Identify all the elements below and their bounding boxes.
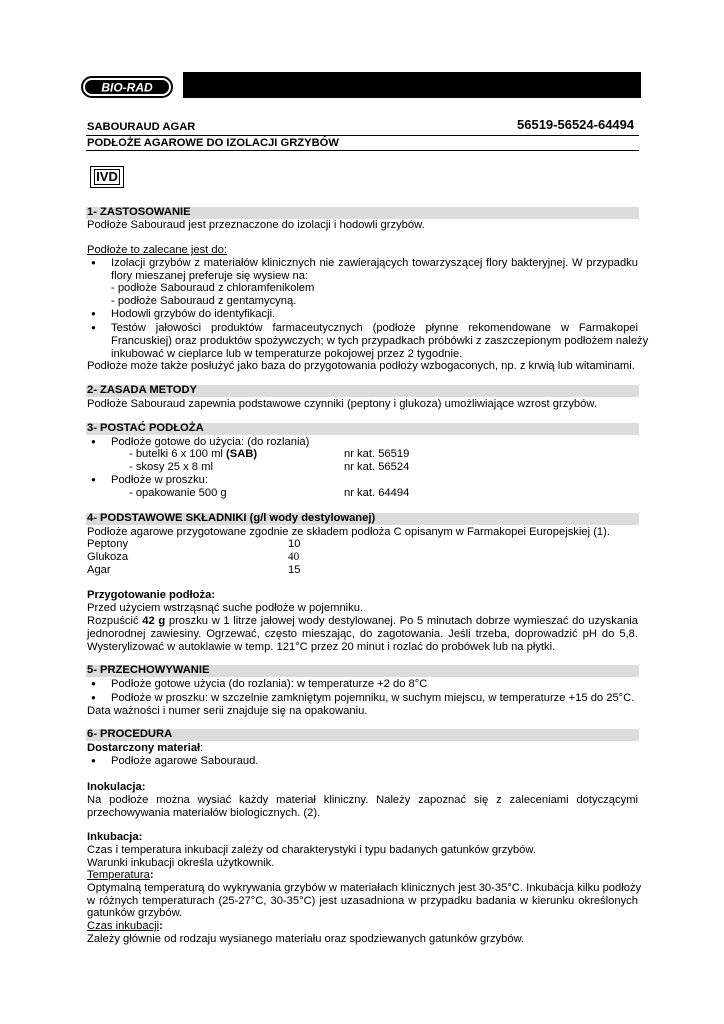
s1-b3-l1: Testów jałowości produktów farmaceutycznych (podłoże płynne rekomendowane w Farmakopei xyxy=(111,322,638,334)
s6-temp-l1: Optymalną temperaturą do wykrywania grzybów w materiałach klinicznych jest 30-35°C. Inkubacja kilku podłoży xyxy=(87,882,642,894)
s1-b2: Hodowli grzybów do identyfikacji. xyxy=(111,308,276,320)
s4-prep-l1: Przed użyciem wstrząsnąć suche podłoże w pojemniku. xyxy=(87,602,364,614)
section-5-header xyxy=(86,665,639,677)
s6-inoc-title: Inokulacja: xyxy=(87,781,146,793)
ivd-label: IVD xyxy=(94,169,120,185)
s2-text: Podłoże Sabouraud zapewnia podstawowe czynniki (peptony i glukoza) umożliwiające wzrost grzybów. xyxy=(87,398,597,410)
s1-b3-l2: Francuskiej) oraz produktów spożywczych; w tych przypadkach próbówki z zaszczepionym podłożem należy xyxy=(111,335,649,347)
section-4-title: 4- PODSTAWOWE SKŁADNIKI (g/l wody destylowanej) xyxy=(87,512,376,524)
section-2-header xyxy=(86,385,639,397)
bullet-icon: ● xyxy=(91,679,96,688)
s6-inoc-l1: Na podłoże można wysiać każdy materiał kliniczny. Należy zapoznać się z zaleceniami dotyczącymi xyxy=(87,794,638,806)
catalog-numbers: 56519-56524-64494 xyxy=(517,117,635,132)
s4-prep-title: Przygotowanie podłoża: xyxy=(87,589,216,601)
bullet-icon: ● xyxy=(91,258,96,267)
s6-incub-l2: Warunki inkubacji określa użytkownik. xyxy=(87,857,275,869)
s1-b1-s2: - podłoże Sabouraud z gentamycyną. xyxy=(111,295,297,307)
s3-item-1: - butelki 6 x 100 ml (SAB) xyxy=(129,448,258,460)
s6-incub-l1: Czas i temperatura inkubacji zależy od charakterystyki i typu badanych gatunków grzybów. xyxy=(87,844,536,856)
product-name: SABOURAUD AGAR xyxy=(87,121,196,133)
bio-rad-logo xyxy=(81,76,173,98)
bullet-icon: ● xyxy=(91,475,96,484)
s6-temp-l3: gatunków grzybów. xyxy=(87,907,183,919)
section-5-title: 5- PRZECHOWYWANIE xyxy=(87,664,210,676)
product-subtitle: PODŁOŻE AGAROWE DO IZOLACJI GRZYBÓW xyxy=(87,137,339,149)
s1-b1-s1: - podłoże Sabouraud z chloramfenikolem xyxy=(111,282,315,294)
s6-supplied-label: Dostarczony materiał: xyxy=(87,742,204,754)
ingredient-value: 40 xyxy=(288,551,300,563)
s3-item-3: - opakowanie 500 g xyxy=(129,487,227,499)
s6-temp-label: Temperatura: xyxy=(87,869,154,881)
s6-inoc-l2: przechowywania materiałów biologicznych. (2). xyxy=(87,807,321,819)
bullet-icon: ● xyxy=(91,437,96,446)
header-bar xyxy=(183,72,641,98)
s3-item-3-nr: nr kat. 64494 xyxy=(344,487,410,499)
s6-time-l1: Zależy głównie od rodzaju wysianego materiału oraz spodziewanych gatunków grzybów. xyxy=(87,933,525,945)
section-6-header xyxy=(86,729,639,741)
s6-temp-l2: w różnych temperaturach (25-27°C, 30-35°C) jest uzasadniona w przypadku badania w kierunku określonych xyxy=(87,895,638,907)
s1-recommended: Podłoże to zalecane jest do: xyxy=(87,244,227,256)
s1-b1-l1: Izolacji grzybów z materiałów klinicznych nie zawierających towarzyszącej flory bakteryjnej. W przypadku xyxy=(111,257,638,269)
s3-b2: Podłoże w proszku: xyxy=(111,474,209,486)
s3-b1: Podłoże gotowe do użycia: (do rozlania) xyxy=(111,436,310,448)
ingredient-name: Agar xyxy=(87,564,111,576)
ingredient-value: 10 xyxy=(288,538,301,550)
bullet-icon: ● xyxy=(91,323,96,332)
s4-prep-l4: Wysterylizować w autoklawie w temp. 121°C przez 20 minut i rozlać do probówek lub na płytki. xyxy=(87,641,556,653)
ingredient-value: 15 xyxy=(288,564,301,576)
bullet-icon: ● xyxy=(91,693,96,702)
section-4-header xyxy=(86,513,639,525)
section-1-header xyxy=(86,207,639,219)
s3-item-2-nr: nr kat. 56524 xyxy=(344,461,410,473)
ivd-symbol xyxy=(90,166,124,188)
section-6-title: 6- PROCEDURA xyxy=(87,728,173,740)
s1-b1-l2: flory mieszanej preferuje się wysiew na: xyxy=(111,270,309,282)
logo-text: BIO-RAD xyxy=(101,80,153,95)
section-3-header xyxy=(86,423,639,435)
ingredient-name: Glukoza xyxy=(87,551,129,563)
ingredient-name: Peptony xyxy=(87,538,129,550)
section-2-title: 2- ZASADA METODY xyxy=(87,384,198,396)
title-rule-top xyxy=(86,135,639,136)
s4-prep-l2: Rozpuścić 42 g proszku w 1 litrze jałowej wody destylowanej. Po 5 minutach dobrze wymieszać do uzyskania xyxy=(87,615,638,627)
s4-prep-l3: jednorodnej zawiesiny. Ogrzewać, często mieszając, do zagotowania. Jeśli trzeba, doprowadzić pH do 5,8. xyxy=(87,628,638,640)
s1-b3-l3: inkubować w cieplarce lub w temperaturze pokojowej przez 2 tygodnie. xyxy=(111,348,463,360)
section-1-title: 1- ZASTOSOWANIE xyxy=(87,206,191,218)
s6-supplied-item: Podłoże agarowe Sabouraud. xyxy=(111,755,259,767)
s3-item-2: - skosy 25 x 8 ml xyxy=(129,461,213,473)
s1-intro: Podłoże Sabouraud jest przeznaczone do izolacji i hodowli grzybów. xyxy=(87,219,425,231)
bullet-icon: ● xyxy=(91,309,96,318)
section-3-title: 3- POSTAĆ PODŁOŻA xyxy=(87,422,204,434)
s6-incub-title: Inkubacja: xyxy=(87,831,143,843)
s5-note: Data ważności i numer serii znajduje się na opakowaniu. xyxy=(87,705,368,717)
s4-intro: Podłoże agarowe przygotowane zgodnie ze składem podłoża C opisanym w Farmakopei Europejskiej (1). xyxy=(87,526,610,538)
bullet-icon: ● xyxy=(91,756,96,765)
s1-outro: Podłoże może także posłużyć jako baza do przygotowania podłoży wzbogaconych, np. z krwią lub witaminami. xyxy=(87,360,635,372)
s3-item-1-nr: nr kat. 56519 xyxy=(344,448,410,460)
s5-b1: Podłoże gotowe użycia (do rozlania): w temperaturze +2 do 8°C xyxy=(111,678,428,690)
s6-time-label: Czas inkubacji: xyxy=(87,920,163,932)
title-rule-bottom xyxy=(86,150,639,151)
s5-b2: Podłoże w proszku: w szczelnie zamkniętym pojemniku, w suchym miejscu, w temperaturze +15 do 25°C. xyxy=(111,692,635,704)
